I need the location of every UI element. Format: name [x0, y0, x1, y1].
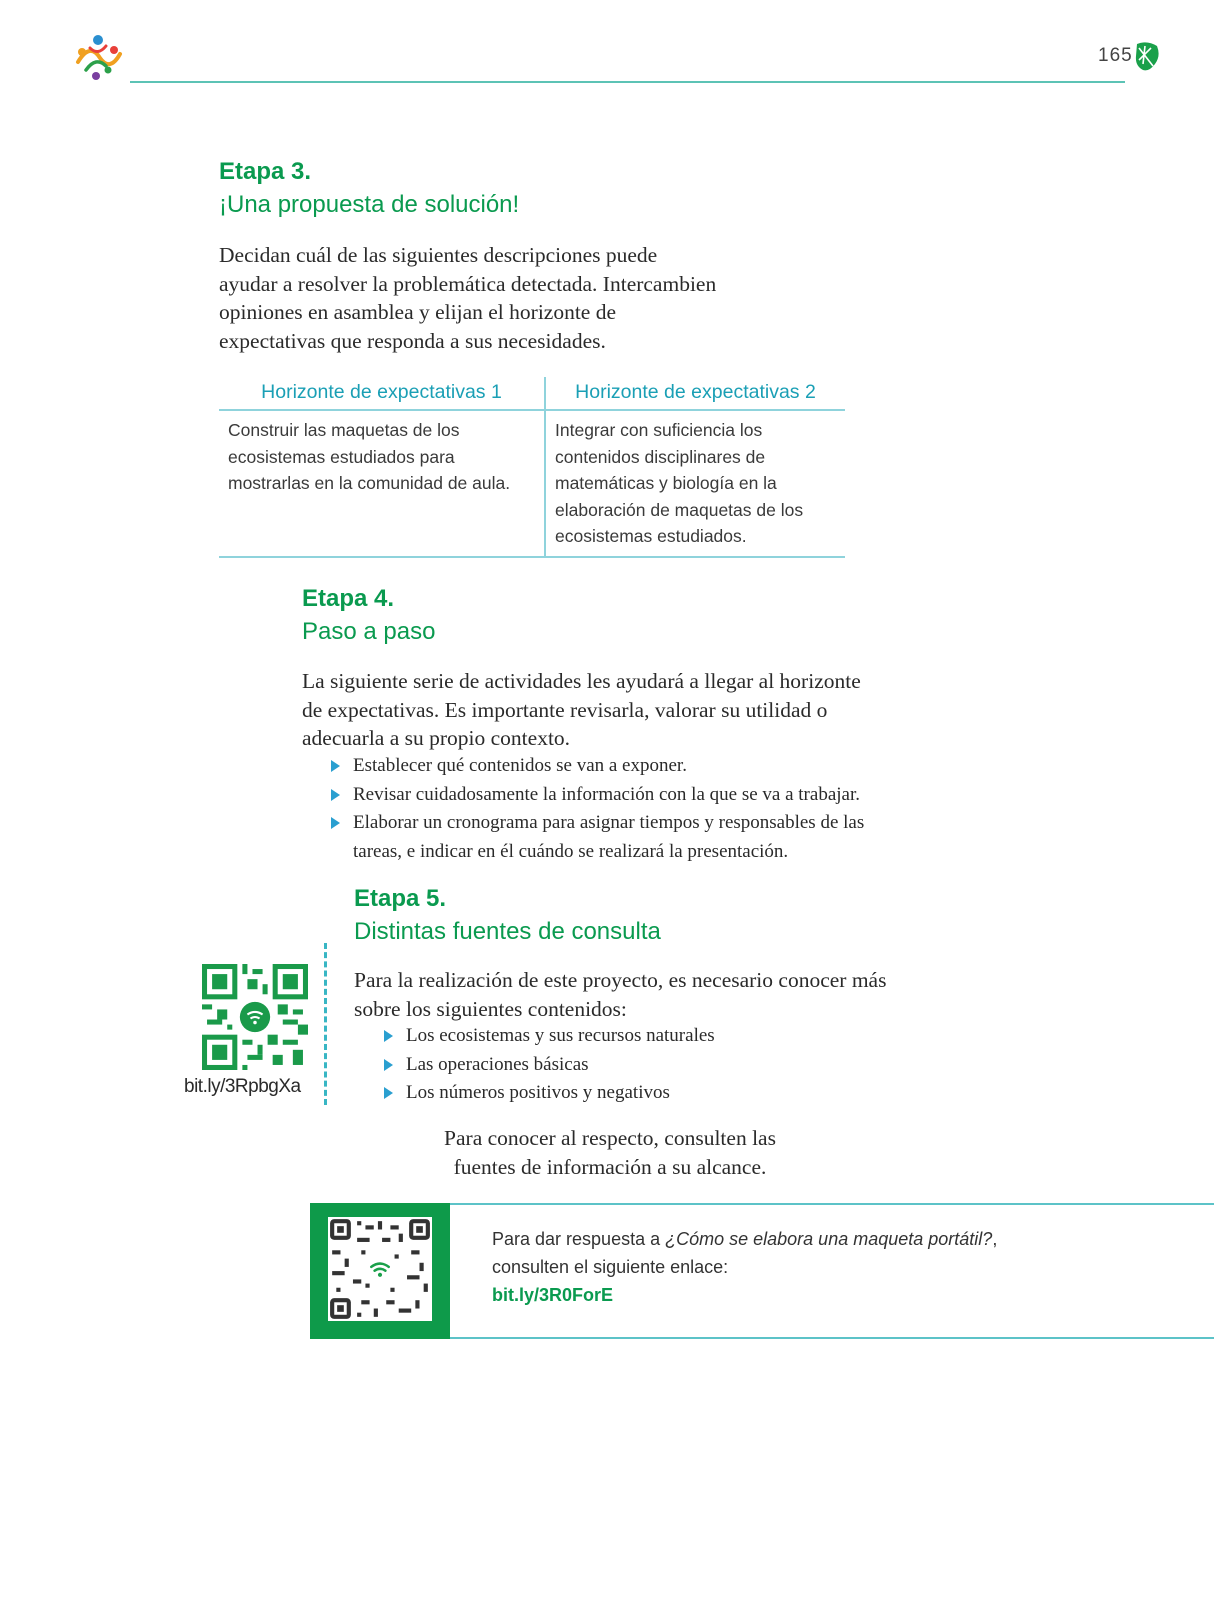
cell-line: Construir las maquetas de los	[228, 420, 460, 440]
question-text: ¿Cómo se elabora una maqueta portátil?	[665, 1229, 993, 1249]
paragraph-line: La siguiente serie de actividades les ayudará a llegar al horizonte	[302, 669, 861, 693]
cell-line: mostrarlas en la comunidad de aula.	[228, 473, 511, 493]
etapa-4-title: Paso a paso	[302, 618, 436, 645]
etapa-3-label: Etapa 3.	[219, 158, 312, 185]
box-rule-bottom	[450, 1337, 1214, 1339]
header-rule	[130, 81, 1125, 83]
paragraph-line: sobre los siguientes contenidos:	[354, 996, 627, 1021]
table-header-2: Horizonte de expectativas 2	[545, 377, 845, 410]
table-cell-1	[219, 410, 545, 557]
dashed-divider	[324, 943, 327, 1105]
paragraph-line: Decidan cuál de las siguientes descripciones puede	[219, 243, 658, 267]
etapa-5-label: Etapa 5.	[354, 885, 447, 912]
list-item: Revisar cuidadosamente la información con la que se va a trabajar.	[329, 781, 929, 810]
paragraph-line: expectativas que responda a sus necesidades.	[219, 328, 606, 353]
table-cell-2	[545, 410, 845, 557]
etapa-3-paragraph	[219, 241, 716, 355]
table-row	[219, 410, 845, 557]
etapa-3-title: ¡Una propuesta de solución!	[219, 191, 520, 218]
cell-line: Integrar con suficiencia los	[555, 420, 763, 440]
etapa-5-heading	[354, 882, 661, 948]
paragraph-line: fuentes de información a su alcance.	[453, 1154, 767, 1179]
list-item: Los ecosistemas y sus recursos naturales	[382, 1022, 882, 1051]
resource-line-1: Para dar respuesta a ¿Cómo se elabora una maqueta portátil?,	[492, 1229, 998, 1249]
triangle-bullet-icon	[384, 1087, 393, 1099]
paragraph-line: de expectativas. Es importante revisarla, valorar su utilidad o	[302, 697, 828, 722]
triangle-bullet-icon	[331, 817, 340, 829]
leaf-icon	[1133, 40, 1161, 74]
table-header-row	[219, 377, 845, 410]
qr-code-icon[interactable]	[202, 964, 308, 1070]
etapa-5-title: Distintas fuentes de consulta	[354, 918, 661, 945]
page-number: 165	[1098, 45, 1133, 66]
etapa-4-label: Etapa 4.	[302, 585, 395, 612]
list-item: Los números positivos y negativos	[382, 1079, 882, 1108]
box-rule-top	[450, 1203, 1214, 1205]
list-item: Elaborar un cronograma para asignar tiempos y responsables de las	[329, 809, 929, 838]
paragraph-line: adecuarla a su propio contexto.	[302, 726, 571, 750]
paragraph-line: ayudar a resolver la problemática detectada. Intercambien	[219, 271, 717, 296]
list-item: Las operaciones básicas	[382, 1051, 882, 1080]
cell-line: elaboración de maquetas de los	[555, 499, 804, 520]
triangle-bullet-icon	[384, 1059, 393, 1071]
paragraph-line: Para conocer al respecto, consulten las	[444, 1126, 776, 1150]
etapa-4-bullets	[329, 752, 929, 866]
expectations-table	[219, 377, 845, 558]
resource-text	[492, 1225, 997, 1309]
etapa-5-paragraph	[354, 966, 886, 1023]
table-header-1: Horizonte de expectativas 1	[219, 377, 545, 410]
list-item-continuation: tareas, e indicar en él cuándo se realizará la presentación.	[353, 840, 789, 862]
cell-line: ecosistemas estudiados.	[555, 526, 747, 546]
etapa-3-heading	[219, 155, 519, 221]
cell-line: contenidos disciplinares de	[555, 446, 766, 467]
resource-link-box	[310, 1203, 1214, 1339]
resource-link[interactable]: bit.ly/3R0ForE	[492, 1285, 614, 1305]
qr-link-text[interactable]: bit.ly/3RpbgXa	[184, 1076, 301, 1097]
cell-line: matemáticas y biología en la	[555, 473, 777, 493]
list-item: Establecer qué contenidos se van a exponer.	[329, 752, 929, 781]
triangle-bullet-icon	[331, 760, 340, 772]
etapa-5-bullets	[382, 1022, 882, 1108]
closing-paragraph	[410, 1124, 810, 1181]
etapa-4-heading	[302, 582, 435, 648]
etapa-4-paragraph	[302, 667, 861, 753]
triangle-bullet-icon	[331, 789, 340, 801]
qr-panel	[310, 1203, 450, 1339]
paragraph-line: opiniones en asamblea y elijan el horizonte de	[219, 300, 617, 324]
triangle-bullet-icon	[384, 1030, 393, 1042]
cell-line: ecosistemas estudiados para	[228, 446, 455, 467]
resource-line-2: consulten el siguiente enlace:	[492, 1257, 729, 1277]
paragraph-line: Para la realización de este proyecto, es necesario conocer más	[354, 968, 887, 992]
project-logo-icon	[70, 32, 126, 82]
qr-code-icon[interactable]	[328, 1217, 432, 1321]
